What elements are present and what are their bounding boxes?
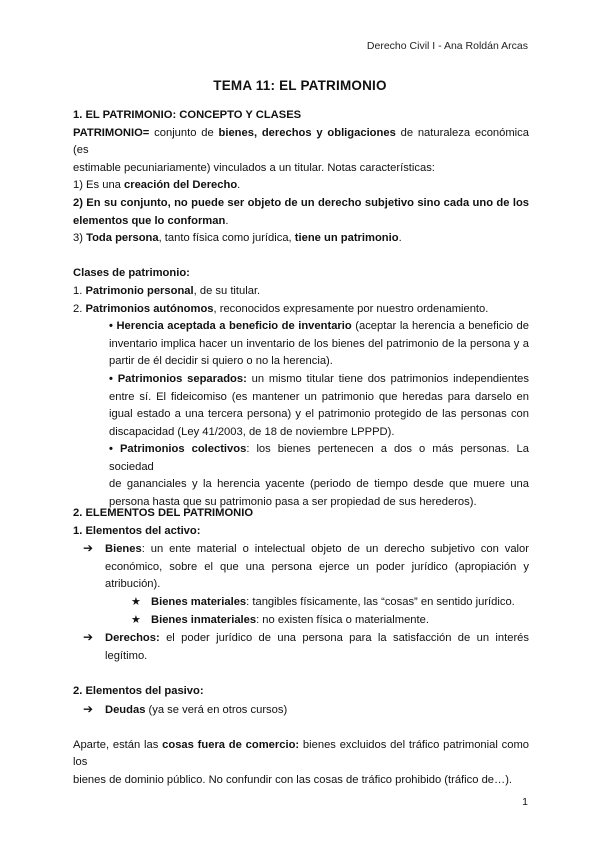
bullet-icon: • (109, 372, 113, 385)
page-title: TEMA 11: EL PATRIMONIO (213, 78, 387, 93)
star-icon: ★ (131, 595, 141, 608)
note-2-bold-2: elementos que lo conforman (73, 214, 226, 227)
bienes-line-1 (73, 540, 529, 559)
bullet-herencia-text: (aceptar la herencia a beneficio de (351, 320, 529, 333)
spacer (73, 719, 529, 737)
clase-2-text: , reconocidos expresamente por nuestro ordenamiento. (213, 302, 489, 315)
bullet-separados-text: un mismo titular tiene dos patrimonios independientes (246, 372, 529, 385)
clase-1-number: 1. (73, 284, 86, 297)
note-3 (73, 230, 529, 248)
bullet-herencia-line-1 (73, 318, 529, 336)
fuera-comercio-text-a: Aparte, están las (73, 738, 163, 751)
bullet-colectivos-bold: Patrimonios colectivos (119, 443, 247, 456)
arrow-icon: ➔ (83, 541, 94, 556)
bienes-inmateriales-text: : no existen física o materialmente. (256, 613, 429, 626)
bienes-materiales-text: : tangibles físicamente, las “cosas” en sentido jurídico. (246, 595, 515, 608)
bienes-bold: Bienes (105, 543, 142, 556)
derechos-bold: Derechos: (105, 632, 160, 645)
section-2-heading: 2. ELEMENTOS DEL PATRIMONIO (73, 507, 254, 519)
deudas-bold: Deudas (105, 703, 146, 716)
note-3-bold-1: Toda persona (86, 232, 159, 245)
deudas-text: (ya se verá en otros cursos) (145, 703, 288, 716)
activo-heading: 1. Elementos del activo: (73, 524, 201, 537)
note-3-text: , tanto física como jurídica, (158, 232, 295, 245)
bullet-herencia-line-3: partir de él decidir si quiero o no la herencia). (109, 355, 333, 368)
bienes-line-3: atribución). (105, 578, 161, 591)
clases-heading: Clases de patrimonio: (73, 267, 190, 280)
bienes-inmateriales-bold: Bienes inmateriales (151, 613, 257, 626)
pasivo-heading: 2. Elementos del pasivo: (73, 684, 204, 697)
bullet-separados-line-3: igual estado a una tercera persona) y el patrimonio protegido de las personas con (109, 408, 529, 421)
clase-2 (73, 301, 529, 319)
section-2 (73, 505, 529, 790)
section-1 (73, 107, 529, 512)
note-1-bold: creación del Derecho (124, 179, 238, 192)
arrow-icon: ➔ (83, 630, 94, 645)
bullet-colectivos-text: : los bienes pertenecen a dos o más personas. La sociedad (109, 443, 529, 473)
clase-1 (73, 283, 529, 301)
definition-line-2: estimable pecuniariamente) vinculados a un titular. Notas características: (73, 161, 435, 174)
bienes-materiales (73, 594, 529, 612)
derechos-text: el poder jurídico de una persona para la satisfacción de un interés (159, 632, 529, 645)
deudas-item (73, 701, 529, 720)
running-header: Derecho Civil I - Ana Roldán Arcas (366, 40, 528, 52)
note-2-end: . (225, 214, 229, 227)
bullet-herencia-line-2: inventario implica hacer un inventario de los bienes del patrimonio de la persona y a (109, 337, 529, 350)
bullet-icon: • (109, 443, 113, 456)
note-2-line-1 (73, 195, 529, 213)
bullet-separados-bold: Patrimonios separados: (117, 372, 247, 385)
fuera-comercio-bold: cosas fuera de comercio: (162, 738, 300, 751)
derechos-line-1 (73, 629, 529, 648)
derechos-line-2: legítimo. (105, 649, 148, 662)
definition-line-1 (73, 125, 529, 160)
fuera-comercio-line-2: bienes de dominio público. No confundir con las cosas de tráfico prohibido (tráfico de…). (73, 773, 513, 786)
definition-text-end: de naturaleza económica (es (73, 126, 529, 157)
clase-1-bold: Patrimonio personal (85, 284, 194, 297)
bienes-materiales-bold: Bienes materiales (151, 595, 247, 608)
note-3-end: . (398, 232, 402, 245)
note-2-bold-1: 2) En su conjunto, no puede ser objeto de un derecho subjetivo sino cada uno de los (73, 196, 529, 209)
bullet-separados-line-2: entre sí. El fideicomiso (es mantener un patrimonio que heredas para darselo en (109, 390, 529, 403)
note-2-line-2 (73, 213, 529, 231)
spacer (73, 248, 529, 266)
definition-term: PATRIMONIO= (73, 126, 150, 139)
note-3-bold-2: tiene un patrimonio (294, 232, 399, 245)
definition-text: conjunto de (149, 126, 219, 139)
bienes-line-2: económico, sobre el que una persona ejerce un poder jurídico (apropiación y (105, 560, 529, 573)
note-1 (73, 177, 529, 195)
note-1-end: . (237, 179, 241, 192)
bullet-herencia-bold: Herencia aceptada a beneficio de inventario (116, 320, 352, 333)
bullet-colectivos-line-2: de gananciales y la herencia yacente (periodo de tiempo desde que muere una (109, 478, 529, 491)
bullet-separados-line-1 (73, 371, 529, 389)
spacer (73, 665, 529, 683)
bullet-colectivos-line-3: persona hasta que su patrimonio pasa a ser propiedad de sus herederos). (109, 496, 477, 509)
arrow-icon: ➔ (83, 701, 94, 716)
star-icon: ★ (131, 613, 141, 626)
bienes-text: : un ente material o intelectual objeto de un derecho subjetivo con valor (141, 543, 529, 556)
page-number: 1 (522, 796, 528, 808)
clase-1-text: , de su titular. (193, 284, 261, 297)
definition-bold: bienes, derechos y obligaciones (218, 126, 396, 139)
note-1-number: 1) Es una (73, 179, 124, 192)
clase-2-bold: Patrimonios autónomos (85, 302, 214, 315)
section-1-heading: 1. EL PATRIMONIO: CONCEPTO Y CLASES (73, 109, 302, 121)
bullet-icon: • (109, 320, 113, 333)
clase-2-number: 2. (73, 302, 86, 315)
bienes-inmateriales (73, 612, 529, 630)
fuera-comercio-text-c: bienes excluidos del tráfico patrimonial como los (73, 738, 529, 769)
bullet-colectivos-line-1 (73, 441, 529, 476)
fuera-comercio-line-1 (73, 737, 529, 772)
bullet-separados-line-4: discapacidad (Ley 41/2003, de 18 de noviembre LPPPD). (109, 425, 395, 438)
note-3-number: 3) (73, 232, 87, 245)
